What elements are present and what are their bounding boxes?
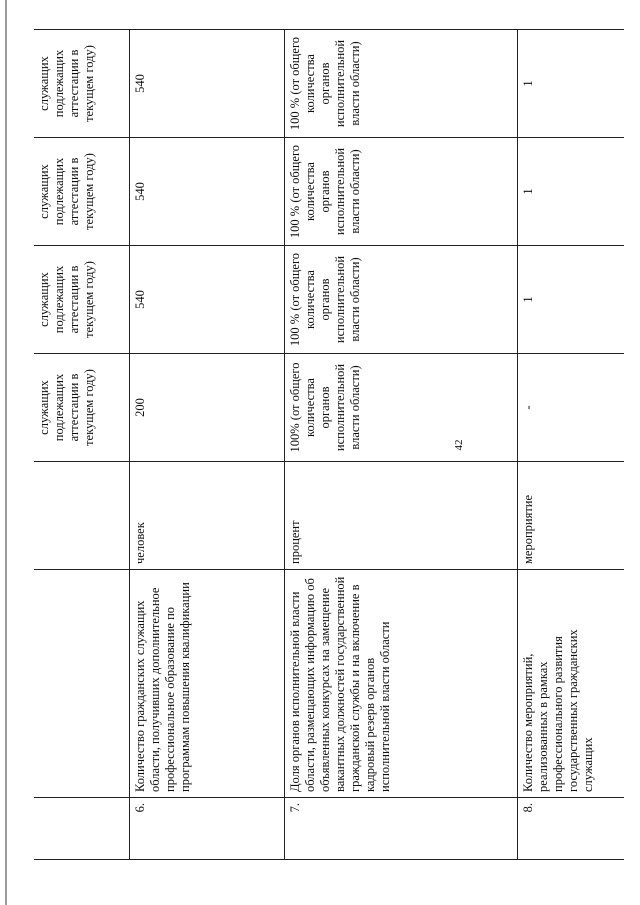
value-cell: 540 [129, 138, 284, 246]
header-row [34, 30, 129, 860]
value-cell: 1 [517, 138, 624, 246]
value-cell: 100 % (от общего количества органов исполнительной власти области) [284, 138, 517, 246]
value-cell: 1 [517, 30, 624, 138]
table-row [284, 30, 517, 860]
header-cell: служащих подлежащих аттестации в текущем году) [34, 246, 129, 354]
value-cell: 100% (от общего количества органов исполнительной власти области) [284, 354, 517, 462]
row-number: 7. [284, 798, 517, 860]
row-number: 8. [517, 798, 624, 860]
page-number: 42 [453, 439, 465, 451]
header-cell: служащих подлежащих аттестации в текущем году) [34, 138, 129, 246]
header-num-cell [34, 798, 129, 860]
header-name-cell [34, 570, 129, 798]
rotated-page [34, 30, 624, 860]
unit-cell: мероприятие [517, 462, 624, 570]
header-unit-cell [34, 462, 129, 570]
value-cell: 540 [129, 246, 284, 354]
value-cell: 100 % (от общего количества органов исполнительной власти области) [284, 30, 517, 138]
table-row [517, 30, 624, 860]
page-edge-rule [5, 0, 7, 905]
row-number: 6. [129, 798, 284, 860]
value-cell: 540 [129, 30, 284, 138]
indicator-name: Количество гражданских служащих области, получивших дополнительное профессиональное образование по программам повышения квалификации [129, 570, 284, 798]
value-cell: - [517, 354, 624, 462]
table-row [129, 30, 284, 860]
value-cell: 1 [517, 246, 624, 354]
unit-cell: процент [284, 462, 517, 570]
header-cell: служащих подлежащих аттестации в текущем году) [34, 354, 129, 462]
unit-cell: человек [129, 462, 284, 570]
header-cell: служащих подлежащих аттестации в текущем году) [34, 30, 129, 138]
value-cell: 200 [129, 354, 284, 462]
indicator-name: Количество мероприятий, реализованных в рамках профессионального развития государственных гражданских служащих [517, 570, 624, 798]
indicators-table [34, 29, 624, 860]
value-cell: 100 % (от общего количества органов исполнительной власти области) [284, 246, 517, 354]
indicator-name: Доля органов исполнительной власти области, размещающих информацию об объявленных конкурсах на замещение вакантных должностей государственной гражданской службы и на включение в кадровый резерв органов исполнительной власти области [284, 570, 517, 798]
